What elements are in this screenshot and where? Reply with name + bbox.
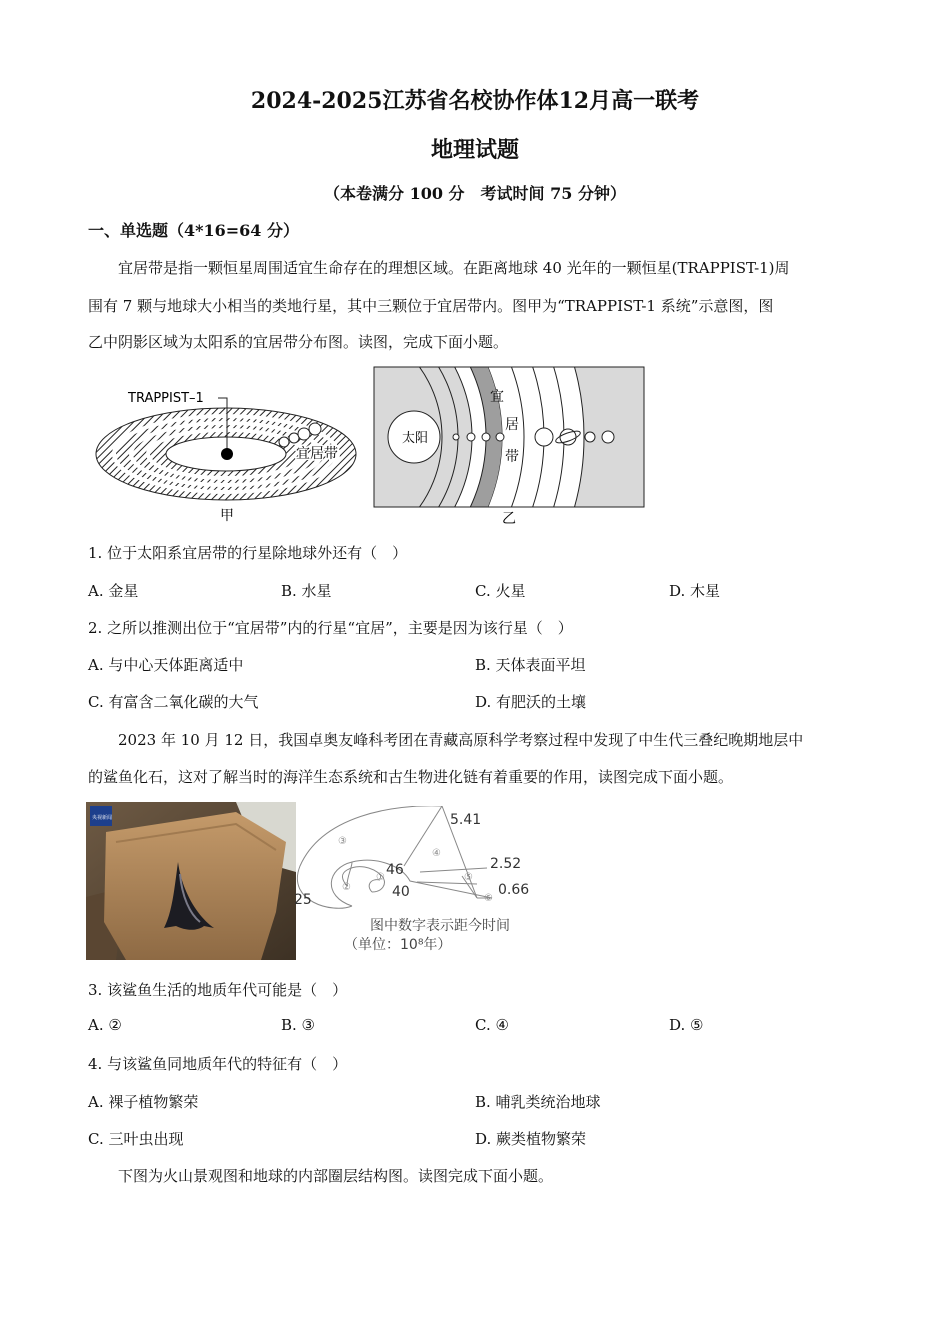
q2-option-d[interactable]: D. 有肥沃的土壤	[475, 693, 587, 711]
habitable-zone-label-a: 宜居带	[296, 446, 338, 462]
q3-option-b[interactable]: B. ③	[281, 1016, 316, 1034]
q3-option-c[interactable]: C. ④	[475, 1016, 509, 1034]
q4-option-a[interactable]: A. 裸子植物繁荣	[88, 1093, 199, 1111]
q1-option-c[interactable]: C. 火星	[475, 582, 526, 600]
section-heading: 一、单选题（4*16=64 分）	[88, 221, 300, 240]
spiral-zone-5: ⑤	[464, 872, 473, 883]
trappist-star-icon	[221, 448, 233, 460]
time-label-25: 25	[294, 892, 312, 908]
q1-option-a[interactable]: A. 金星	[88, 582, 139, 600]
q1-option-d[interactable]: D. 木星	[669, 582, 721, 600]
spiral-zone-1: ①	[376, 872, 385, 883]
passage3-line: 下图为火山景观图和地球的内部圈层结构图。读图完成下面小题。	[118, 1167, 554, 1185]
habitable-zone-char-1: 宜	[490, 389, 504, 405]
q4-option-b[interactable]: B. 哺乳类统治地球	[475, 1093, 601, 1111]
spiral-zone-4: ④	[432, 848, 441, 859]
exam-info: （本卷满分 100 分 考试时间 75 分钟）	[324, 184, 626, 203]
time-label-066: 0.66	[498, 882, 530, 898]
habitable-zone-char-2: 居	[505, 417, 519, 433]
time-label-40: 40	[392, 884, 410, 900]
q2-option-c[interactable]: C. 有富含二氧化碳的大气	[88, 693, 259, 711]
passage2-line1: 2023 年 10 月 12 日，我国卓奥友峰科考团在青藏高原科学考察过程中发现了中生代三叠纪晚期地层中	[118, 731, 804, 749]
time-label-46: 46	[386, 862, 404, 878]
passage2-line2: 的鲨鱼化石，这对了解当时的海洋生态系统和古生物进化链有着重要的作用，读图完成下面小题。	[88, 768, 734, 786]
q3-option-d[interactable]: D. ⑤	[669, 1016, 704, 1034]
exam-title: 2024-2025江苏省名校协作体12月高一联考	[250, 88, 700, 114]
geologic-time-spiral	[292, 806, 542, 956]
q3-option-a[interactable]: A. ②	[88, 1016, 122, 1034]
q1-stem: 1. 位于太阳系宜居带的行星除地球外还有（ ）	[88, 544, 408, 562]
q2-option-b[interactable]: B. 天体表面平坦	[475, 656, 586, 674]
figure-trappist-system	[88, 382, 360, 524]
exam-subject: 地理试题	[430, 137, 519, 163]
spiral-caption-2: （单位：10⁸年）	[344, 937, 452, 953]
figure-b-caption: 乙	[502, 511, 516, 527]
news-badge-text: 央视新闻	[92, 815, 113, 821]
trappist-label: TRAPPIST–1	[128, 391, 204, 406]
spiral-zone-6: ⑥	[484, 893, 493, 904]
passage1-line2: 围有 7 颗与地球大小相当的类地行星，其中三颗位于宜居带内。图甲为“TRAPPIST-1 系统”示意图，图	[88, 297, 774, 315]
time-label-252: 2.52	[490, 856, 522, 872]
spiral-zone-3: ③	[338, 836, 347, 847]
figure-solar-habitable-zone	[372, 365, 648, 527]
q4-stem: 4. 与该鲨鱼同地质年代的特征有（ ）	[88, 1055, 348, 1073]
q2-stem: 2. 之所以推测出位于“宜居带”内的行星“宜居”，主要是因为该行星（ ）	[88, 619, 573, 637]
q2-option-a[interactable]: A. 与中心天体距离适中	[88, 656, 244, 674]
passage1-line3: 乙中阴影区域为太阳系的宜居带分布图。读图，完成下面小题。	[88, 333, 509, 351]
time-label-541: 5.41	[450, 812, 482, 828]
passage1-line1: 宜居带是指一颗恒星周围适宜生命存在的理想区域。在距离地球 40 光年的一颗恒星(TRAPPIST-1)周	[118, 259, 790, 277]
shark-fossil-photo	[86, 802, 296, 960]
q1-option-b[interactable]: B. 水星	[281, 582, 332, 600]
figure-a-caption: 甲	[220, 508, 234, 524]
spiral-zone-2: ②	[342, 882, 351, 893]
q3-stem: 3. 该鲨鱼生活的地质年代可能是（ ）	[88, 981, 348, 999]
spiral-caption-1: 图中数字表示距今时间	[370, 918, 510, 934]
q4-option-d[interactable]: D. 蕨类植物繁荣	[475, 1130, 587, 1148]
habitable-zone-char-3: 带	[505, 449, 519, 465]
sun-label: 太阳	[402, 431, 429, 446]
q4-option-c[interactable]: C. 三叶虫出现	[88, 1130, 184, 1148]
